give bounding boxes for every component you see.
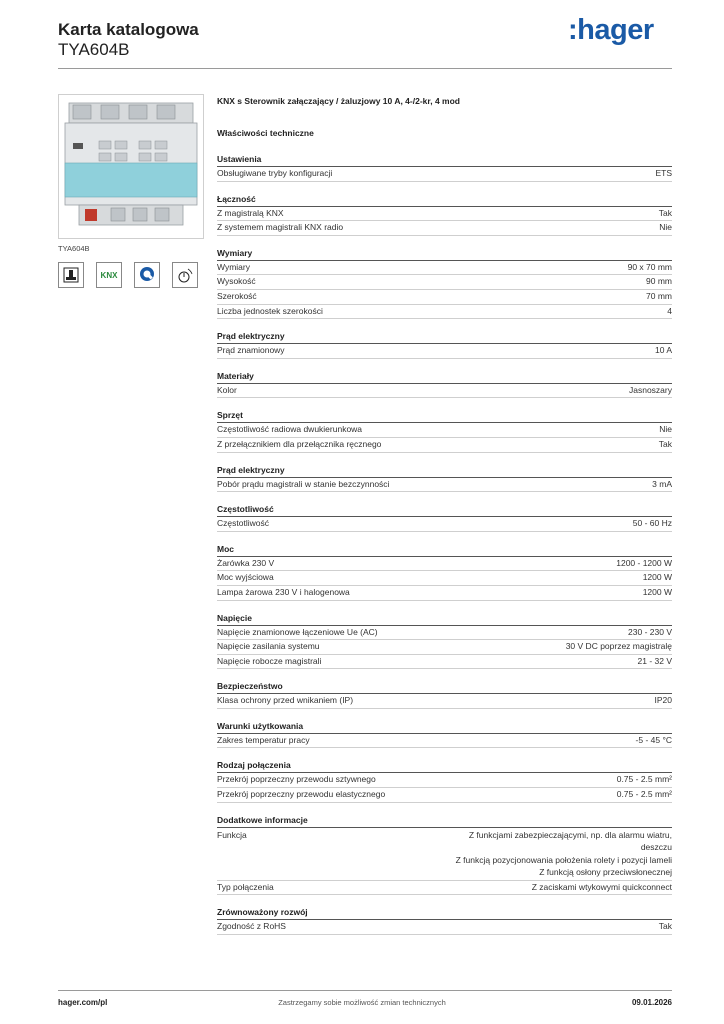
- footer-website: hager.com/pl: [58, 998, 108, 1007]
- spec-value: Tak: [658, 207, 672, 218]
- spec-value: Tak: [658, 921, 672, 932]
- spec-row: [217, 517, 672, 532]
- spec-section: [217, 907, 672, 935]
- spec-label: Napięcie zasilania systemu: [217, 641, 320, 652]
- spec-row: [217, 734, 672, 749]
- section-title: Częstotliwość: [217, 504, 672, 517]
- spec-label: Napięcie robocze magistrali: [217, 655, 322, 666]
- spec-value: Nie: [659, 222, 672, 233]
- spec-section: [217, 544, 672, 601]
- section-title: Ustawienia: [217, 154, 672, 167]
- spec-value: 10 A: [654, 345, 672, 356]
- spec-label: Przekrój poprzeczny przewodu sztywnego: [217, 774, 376, 785]
- section-title: Materiały: [217, 371, 672, 384]
- spec-row: [217, 438, 672, 453]
- spec-value-line: Z funkcją osłony przeciwsłonecznej: [539, 867, 672, 878]
- section-title: Prąd elektryczny: [217, 465, 672, 478]
- spec-label: Typ połączenia: [217, 881, 274, 892]
- spec-section: [217, 248, 672, 319]
- spec-section: [217, 815, 672, 896]
- product-code-heading: TYA604B: [58, 40, 130, 59]
- knx-logo-icon: [96, 262, 122, 288]
- spec-label: Funkcja: [217, 829, 247, 840]
- spec-section: [217, 465, 672, 493]
- spec-label: Z magistralą KNX: [217, 207, 284, 218]
- spec-label: Prąd znamionowy: [217, 345, 285, 356]
- spec-row: [217, 305, 672, 320]
- spec-row: [217, 655, 672, 670]
- section-title: Napięcie: [217, 613, 672, 626]
- spec-row: [217, 344, 672, 359]
- spec-row: [217, 586, 672, 601]
- spec-value: Z zaciskami wtykowymi quickconnect: [531, 881, 672, 892]
- spec-value: [456, 829, 672, 879]
- spec-value: 0.75 - 2.5 mm²: [616, 789, 672, 800]
- spec-row: [217, 694, 672, 709]
- spec-row: [217, 423, 672, 438]
- spec-label: Lampa żarowa 230 V i halogenowa: [217, 586, 350, 597]
- spec-label: Obsługiwane tryby konfiguracji: [217, 168, 333, 178]
- spec-row: [217, 773, 672, 788]
- product-image-caption: TYA604B: [58, 244, 90, 253]
- spec-section: [217, 504, 672, 532]
- spec-row: [217, 290, 672, 305]
- spec-value: 1200 W: [642, 586, 672, 597]
- spec-label: Żarówka 230 V: [217, 557, 275, 568]
- spec-label: Liczba jednostek szerokości: [217, 305, 323, 316]
- spec-section: [217, 721, 672, 749]
- footer-disclaimer: Zastrzegamy sobie możliwość zmian technicznych: [278, 998, 446, 1007]
- spec-value-line: Z funkcjami zabezpieczającymi, np. dla alarmu wiatru,: [468, 829, 672, 840]
- spec-value: 1200 W: [642, 572, 672, 583]
- spec-row: [217, 478, 672, 493]
- section-title: Prąd elektryczny: [217, 331, 672, 344]
- section-title: Warunki użytkowania: [217, 721, 672, 734]
- section-title: Rodzaj połączenia: [217, 760, 672, 773]
- hager-logo: :hager: [568, 14, 654, 46]
- spec-value: 90 mm: [646, 276, 672, 287]
- product-name: KNX s Sterownik załączający / żaluzjowy 10 A, 4-/2-kr, 4 mod: [217, 96, 460, 106]
- spec-sections: [217, 154, 672, 935]
- spec-value: Tak: [658, 438, 672, 449]
- spec-value: 21 - 32 V: [637, 655, 672, 666]
- spec-section: [217, 371, 672, 399]
- spec-row: [217, 261, 672, 276]
- spec-value: 90 x 70 mm: [627, 261, 672, 272]
- section-title: Bezpieczeństwo: [217, 681, 672, 694]
- spec-section: [217, 681, 672, 709]
- spec-section: [217, 760, 672, 802]
- section-title: Łączność: [217, 194, 672, 207]
- spec-value: 30 V DC poprzez magistralę: [565, 641, 672, 652]
- spec-section: [217, 194, 672, 236]
- spec-label: Przekrój poprzeczny przewodu elastycznego: [217, 789, 386, 800]
- section-title: Dodatkowe informacje: [217, 815, 672, 828]
- spec-value: 1200 - 1200 W: [616, 557, 672, 568]
- radio-knob-icon: [172, 262, 198, 288]
- certification-icons: [58, 262, 198, 288]
- spec-value-line: deszczu: [640, 842, 672, 853]
- spec-value-line: Z funkcją pozycjonowania położenia rolety i pozycji lameli: [455, 854, 672, 865]
- spec-value: 3 mA: [652, 478, 672, 489]
- spec-row: [217, 275, 672, 290]
- spec-section: [217, 613, 672, 670]
- hand-switch-icon: [58, 262, 84, 288]
- product-image: [58, 94, 204, 239]
- spec-label: Zgodność z RoHS: [217, 921, 286, 932]
- spec-row: [217, 881, 672, 896]
- footer-divider: [58, 990, 672, 991]
- spec-label: Zakres temperatur pracy: [217, 734, 310, 745]
- spec-value: 4: [667, 305, 672, 316]
- spec-label: Napięcie znamionowe łączeniowe Ue (AC): [217, 626, 378, 637]
- footer-date: 09.01.2026: [631, 998, 672, 1007]
- spec-label: Szerokość: [217, 290, 257, 301]
- technical-properties-title: Właściwości techniczne: [217, 128, 314, 138]
- section-title: Zrównoważony rozwój: [217, 907, 672, 920]
- spec-label: Moc wyjściowa: [217, 572, 274, 583]
- knx-icon-label: KNX: [100, 270, 118, 280]
- spec-value: Jasnoszary: [629, 384, 672, 395]
- page-title: Karta katalogowa: [58, 20, 199, 39]
- spec-row: [217, 384, 672, 399]
- spec-value: ETS: [655, 168, 672, 178]
- spec-row: [217, 167, 672, 182]
- spec-value: -5 - 45 °C: [635, 734, 672, 745]
- spec-section: [217, 331, 672, 359]
- spec-value: Nie: [659, 424, 672, 435]
- spec-row: [217, 571, 672, 586]
- spec-label: Z systemem magistrali KNX radio: [217, 222, 344, 233]
- spec-value: 230 - 230 V: [628, 626, 672, 637]
- spec-row: [217, 920, 672, 935]
- header-divider: [58, 68, 672, 69]
- spec-label: Z przełącznikiem dla przełącznika ręcznego: [217, 438, 382, 449]
- quicklink-logo-icon: [134, 262, 160, 288]
- spec-label: Częstotliwość radiowa dwukierunkowa: [217, 424, 363, 435]
- spec-label: Kolor: [217, 384, 237, 395]
- spec-row: [217, 626, 672, 641]
- spec-label: Wysokość: [217, 276, 256, 287]
- section-title: Sprzęt: [217, 410, 672, 423]
- spec-row: [217, 557, 672, 572]
- section-title: Wymiary: [217, 248, 672, 261]
- spec-value: 50 - 60 Hz: [632, 518, 672, 529]
- spec-value: 0.75 - 2.5 mm²: [616, 774, 672, 785]
- spec-label: Częstotliwość: [217, 518, 269, 529]
- section-title: Moc: [217, 544, 672, 557]
- spec-label: Wymiary: [217, 261, 250, 272]
- spec-label: Pobór prądu magistrali w stanie bezczynności: [217, 478, 390, 489]
- spec-row: [217, 207, 672, 222]
- spec-row: [217, 788, 672, 803]
- spec-row: [217, 828, 672, 881]
- spec-value: 70 mm: [646, 290, 672, 301]
- spec-row: [217, 221, 672, 236]
- spec-section: [217, 410, 672, 452]
- spec-label: Klasa ochrony przed wnikaniem (IP): [217, 695, 354, 706]
- spec-value: IP20: [654, 695, 672, 706]
- spec-content: [217, 96, 672, 935]
- spec-section: [217, 154, 672, 182]
- spec-row: [217, 640, 672, 655]
